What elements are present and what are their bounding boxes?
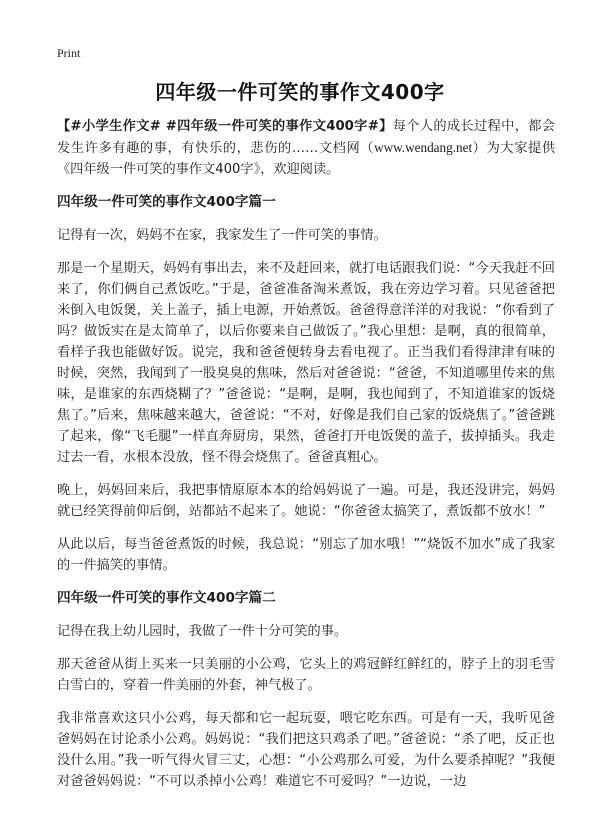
intro-text-after-url: ）为大家提供《四年级一件可笑的事作文400字》，欢迎阅读。 <box>57 141 556 177</box>
section1-paragraph: 记得有一次，妈妈不在家，我家发生了一件可笑的事情。 <box>57 228 387 243</box>
section-heading-2: 四年级一件可笑的事作文400字篇二 <box>57 590 276 606</box>
site-url: www.wendang.net <box>374 140 473 155</box>
page-title: 四年级一件可笑的事作文400字 <box>155 80 445 104</box>
section2-paragraph: 我非常喜欢这只小公鸡，每天都和它一起玩耍，喂它吃东西。可是有一天，我听见爸爸妈妈在讨论杀小公鸡。妈妈说：“我们把这只鸡杀了吧。”爸爸说：“杀了吧，反正也没什么用。”我一听气得火冒三丈，心想：“小公鸡那么可爱，为什么要杀掉呢？”我便对爸爸妈妈说：“不可以杀掉小公鸡！难道它不可爱吗？”一边说，一边 <box>57 711 555 789</box>
section1-paragraph: 从此以后，每当爸爸煮饭的时候，我总说：“别忘了加水哦！”“烧饭不加水”成了我家的一件搞笑的事情。 <box>57 537 555 573</box>
intro-paragraph <box>57 116 555 180</box>
section-heading-1: 四年级一件可笑的事作文400字篇一 <box>57 194 276 210</box>
section1-paragraph: 那是一个星期天，妈妈有事出去，来不及赶回来，就打电话跟我们说：“今天我赶不回来了，你们俩自己煮饭吃。”于是，爸爸准备淘米煮饭，我在旁边学习着。只见爸爸把米倒入电饭煲，关上盖子，插上电源，开始煮饭。爸爸得意洋洋的对我说：“你看到了吗？做饭实在是太简单了，以后你要来自己做饭了。”我心里想：是啊，真的很简单，看样子我也能做好饭。说完，我和爸爸便转身去看电视了。正当我们看得津津有味的时候，突然，我闻到了一股臭臭的焦味，然后对爸爸说：“爸爸，不知道哪里传来的焦味，是谁家的东西烧糊了？”爸爸说：“是啊，是啊，我也闻到了，不知道谁家的饭烧焦了。”后来，焦味越来越大，爸爸说：“不对，好像是我们自己家的饭烧焦了。”爸爸跳了起来，像“飞毛腿”一样直奔厨房，果然，爸爸打开电饭煲的盖子，拔掉插头。我走过去一看，水根本没放，怪不得会烧焦了。爸爸真粗心。 <box>57 261 555 465</box>
intro-text-before-url: 每个人的成长过程中，都会发生许多有趣的事，有快乐的，悲伤的……文档网（ <box>57 119 555 156</box>
intro-tags: 【#小学生作文# #四年级一件可笑的事作文400字#】 <box>57 119 393 134</box>
article-body <box>57 116 555 804</box>
section2-paragraph: 记得在我上幼儿园时，我做了一件十分可笑的事。 <box>57 624 348 639</box>
section1-paragraph: 晚上，妈妈回来后，我把事情原原本本的给妈妈说了一遍。可是，我还没讲完，妈妈就已经笑得前仰后倒，站都站不起来了。她说：“你爸爸太搞笑了，煮饭都不放水！” <box>57 483 555 519</box>
section2-paragraph: 那天爸爸从街上买来一只美丽的小公鸡，它头上的鸡冠鲜红鲜红的，脖子上的羽毛雪白雪白的，穿着一件美丽的外套，神气极了。 <box>57 657 555 693</box>
print-link[interactable]: Print <box>57 46 81 60</box>
